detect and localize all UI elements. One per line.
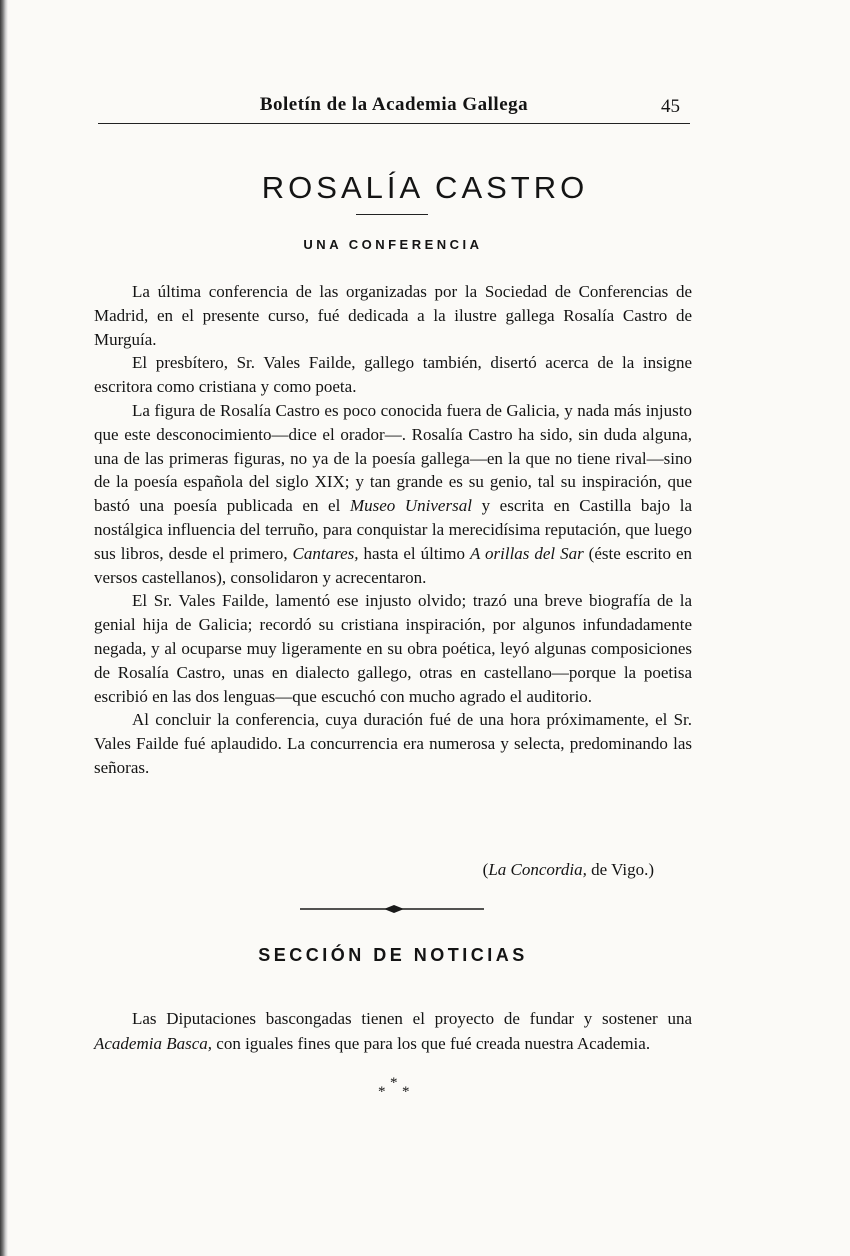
running-title: Boletín de la Academia Gallega (259, 94, 529, 115)
page-number: 45 (661, 96, 680, 117)
title-rule (356, 214, 428, 215)
article-title: ROSALÍA CASTRO (261, 170, 589, 205)
article-subtitle: UNA CONFERENCIA (303, 237, 483, 252)
paragraph-3 (94, 399, 692, 589)
source-attribution: (La Concordia, de Vigo.) (482, 860, 654, 879)
section-heading: SECCIÓN DE NOTICIAS (258, 945, 528, 965)
paragraph-5: Al concluir la conferencia, cuya duración fué de una hora próximamente, el Sr. Vales Failde fué aplaudido. La concurrencia era numerosa y selecta, predominando las señoras. (94, 710, 692, 777)
paragraph-3-text-c: hasta el último (363, 543, 465, 563)
asterism: * * * (378, 1075, 410, 1100)
ornamental-divider (300, 902, 484, 916)
museo-universal-title: Museo Universal (349, 496, 472, 516)
header-rule (98, 123, 690, 124)
paragraph-4: El Sr. Vales Failde, lamentó ese injusto olvido; trazó una breve biografía de la genial hija de Galicia; recordó su cristiana inspiración, por algunos infundadamente negada, y al ocuparse muy ligeramente en su obra poética, leyó algunas composiciones de Rosalía Castro, unas en dialecto gallego, otras en castellano—porque la poetisa escribió en las dos lenguas—que escuchó con mucho agrado el auditorio. (94, 591, 692, 706)
news-paragraph-1: Las Diputaciones bascongadas tienen el proyecto de fundar y sostener una Academia Basca, con iguales fines que para los que fué creada nuestra Academia. (94, 1009, 692, 1053)
paragraph-3-text-b: y escrita en Castilla bajo la nostálgica influencia del terruño, para conquistar la merecidísima reputación, que luego sus libros, desde el primero, (94, 496, 693, 563)
paragraph-2: El presbítero, Sr. Vales Failde, gallego también, disertó acerca de la insigne escritora como cristiana y como poeta. (94, 353, 692, 397)
paragraph-3-text-d: (éste escrito en versos castellanos), consolidaron y acrecentaron. (94, 543, 693, 587)
paragraph-1: La última conferencia de las organizadas por la Sociedad de Conferencias de Madrid, en el presente curso, fué dedicada a la ilustre gallega Rosalía Castro de Murguía. (94, 282, 692, 349)
paragraph-3-text-a: La figura de Rosalía Castro es poco conocida fuera de Galicia, y nada más injusto que este desconocimiento—dice el orador—. Rosalía Castro ha sido, sin duda alguna, una de las primeras figuras, no ya de la poesía gallega—en la que no tiene rival—sino de la poesía española del siglo XIX; y tan grande es su genio, tal su inspiración, que bastó una poesía publicada en el (94, 400, 692, 516)
orillas-del-sar-title: A orillas del Sar (469, 543, 584, 563)
article-body (94, 280, 692, 780)
academia-basca-title: Academia Basca, (94, 1033, 213, 1053)
source-place: de Vigo.) (591, 860, 654, 879)
news-body (94, 1007, 692, 1056)
source-publication: La Concordia, (488, 860, 587, 879)
cantares-title: Cantares, (292, 543, 359, 563)
page-header (98, 94, 690, 124)
